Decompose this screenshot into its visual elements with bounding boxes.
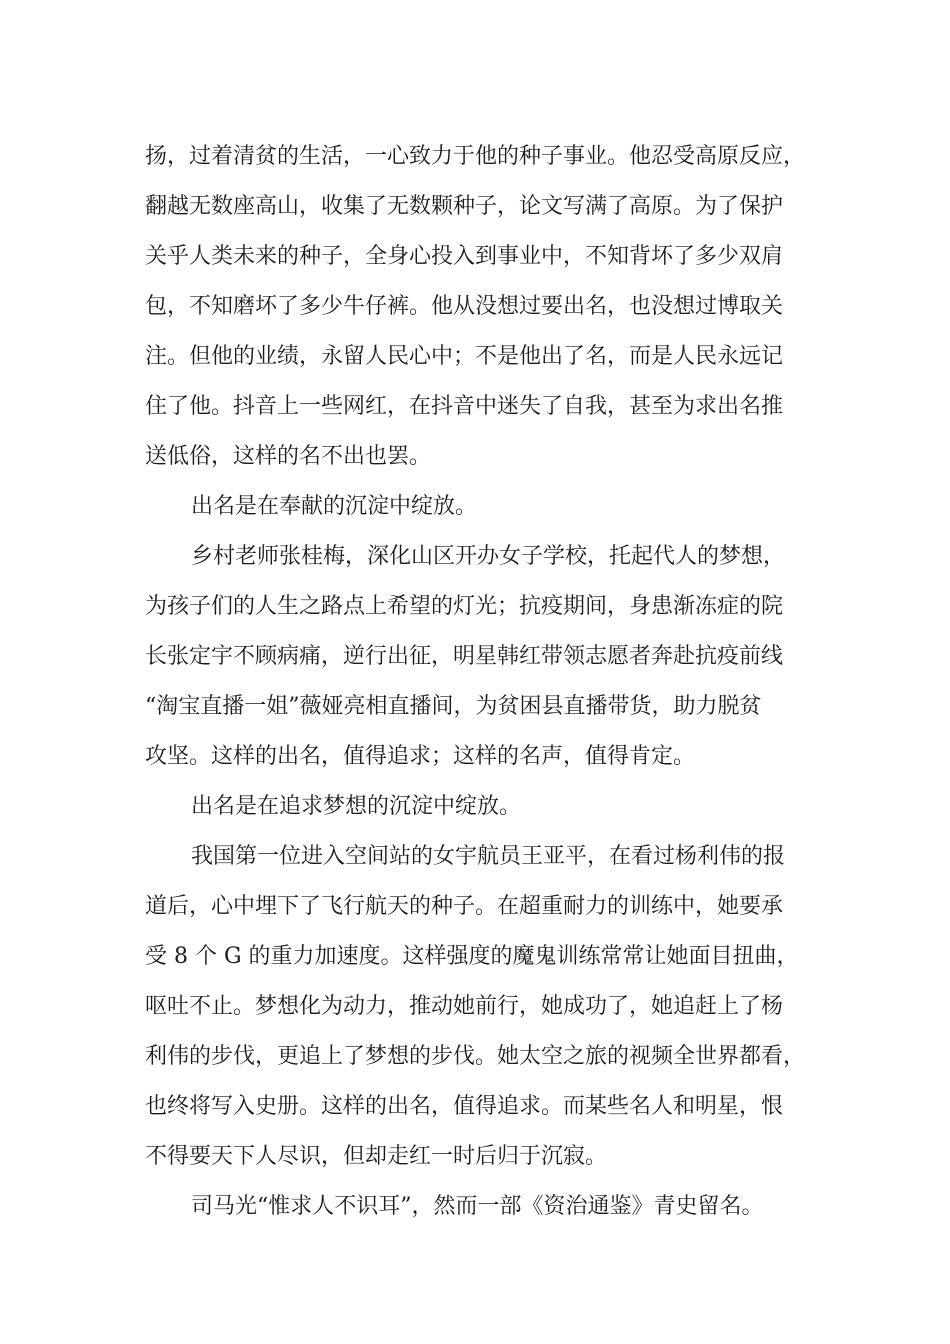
text-line: 呕吐不止。梦想化为动力，推动她前行，她成功了，她追赶上了杨 (145, 994, 784, 1019)
essay-body (145, 132, 815, 1232)
text-line: 注。但他的业绩，永留人民心中；不是他出了名，而是人民永远记 (145, 344, 784, 369)
text-line: 受 8 个 G 的重力加速度。这样强度的魔鬼训练常常让她面目扭曲， (145, 944, 799, 969)
paragraph-start-line: 我国第一位进入空间站的女宇航员王亚平，在看过杨利伟的报 (191, 844, 786, 869)
text-line: 利伟的步伐，更追上了梦想的步伐。她太空之旅的视频全世界都看， (145, 1044, 806, 1069)
text-line: 翻越无数座高山，收集了无数颗种子，论文写满了高原。为了保护 (145, 194, 784, 219)
text-line: 长张定宇不顾病痛，逆行出征，明星韩红带领志愿者奔赴抗疫前线 (145, 644, 784, 669)
text-line: “淘宝直播一姐”薇娅亮相直播间，为贫困县直播带货，助力脱贫 (145, 694, 762, 719)
text-line: 扬，过着清贫的生活，一心致力于他的种子事业。他忍受高原反应， (145, 144, 806, 169)
section-heading-line: 出名是在奉献的沉淀中绽放。 (191, 494, 478, 519)
text-line: 为孩子们的人生之路点上希望的灯光；抗疫期间，身患渐冻症的院 (145, 594, 784, 619)
paragraph-start-line: 乡村老师张桂梅，深化山区开办女子学校，托起代人的梦想， (191, 544, 786, 569)
text-line: 也终将写入史册。这样的出名，值得追求。而某些名人和明星，恨 (145, 1094, 784, 1119)
text-line: 住了他。抖音上一些网红，在抖音中迷失了自我，甚至为求出名推 (145, 394, 784, 419)
paragraph-start-line: 司马光“惟求人不识耳”，然而一部《资治通鉴》青史留名。 (191, 1194, 764, 1219)
text-line: 不得要天下人尽识，但却走红一时后归于沉寂。 (145, 1144, 608, 1169)
text-line: 包，不知磨坏了多少牛仔裤。他从没想过要出名，也没想过博取关 (145, 294, 784, 319)
section-heading-line: 出名是在追求梦想的沉淀中绽放。 (191, 794, 522, 819)
text-line: 攻坚。这样的出名，值得追求；这样的名声，值得肯定。 (145, 744, 696, 769)
text-line: 道后，心中埋下了飞行航天的种子。在超重耐力的训练中，她要承 (145, 894, 784, 919)
text-line: 送低俗，这样的名不出也罢。 (145, 444, 432, 469)
text-line: 关乎人类未来的种子，全身心投入到事业中，不知背坏了多少双肩 (145, 244, 784, 269)
